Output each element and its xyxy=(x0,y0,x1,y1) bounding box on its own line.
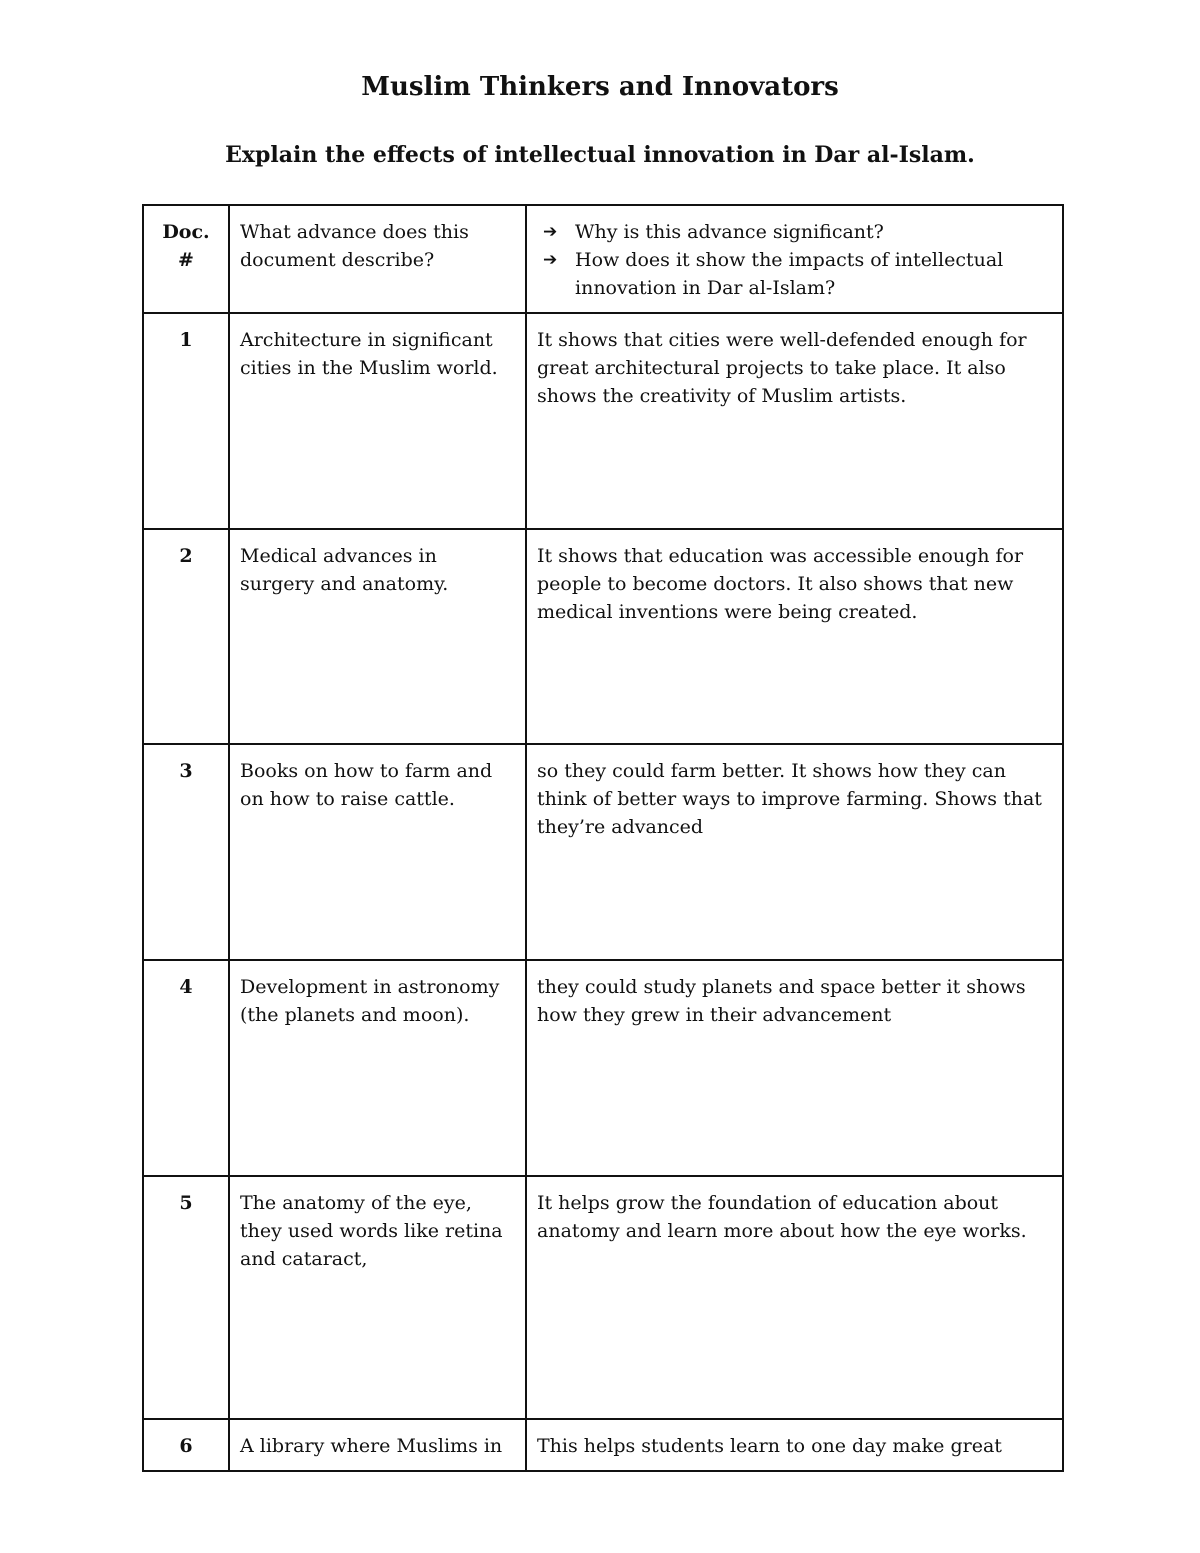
worksheet-table xyxy=(142,204,1064,1472)
prompt-item xyxy=(543,218,1052,246)
page-subtitle: Explain the effects of intellectual innovation in Dar al-Islam. xyxy=(225,142,975,168)
doc-number: 1 xyxy=(143,313,229,529)
significance-answer[interactable]: they could study planets and space better it shows how they grew in their advancement xyxy=(526,960,1063,1176)
advance-answer[interactable]: Books on how to farm and on how to raise cattle. xyxy=(229,744,526,960)
prompt-text: Why is this advance significant? xyxy=(575,221,884,243)
advance-answer[interactable]: Architecture in significant cities in the Muslim world. xyxy=(229,313,526,529)
header-significance xyxy=(526,205,1063,313)
doc-number: 4 xyxy=(143,960,229,1176)
advance-answer[interactable]: Development in astronomy (the planets and moon). xyxy=(229,960,526,1176)
table-row xyxy=(143,1419,1063,1471)
prompt-text: How does it show the impacts of intellectual innovation in Dar al-Islam? xyxy=(575,249,1004,299)
prompt-list xyxy=(537,218,1052,302)
advance-answer[interactable]: Medical advances in surgery and anatomy. xyxy=(229,529,526,744)
doc-number: 2 xyxy=(143,529,229,744)
significance-answer[interactable]: This helps students learn to one day make great xyxy=(526,1419,1063,1471)
arrow-right-icon: ➔ xyxy=(543,250,558,270)
table-header-row xyxy=(143,205,1063,313)
table-row xyxy=(143,529,1063,744)
arrow-right-icon: ➔ xyxy=(543,222,558,242)
page-title: Muslim Thinkers and Innovators xyxy=(361,72,839,102)
doc-number: 5 xyxy=(143,1176,229,1419)
table-row xyxy=(143,960,1063,1176)
doc-number: 3 xyxy=(143,744,229,960)
prompt-item xyxy=(543,246,1052,302)
header-doc-number: Doc. # xyxy=(143,205,229,313)
significance-answer[interactable]: It shows that education was accessible enough for people to become doctors. It also shows that new medical inventions were being created. xyxy=(526,529,1063,744)
doc-number: 6 xyxy=(143,1419,229,1471)
significance-answer[interactable]: It shows that cities were well-defended enough for great architectural projects to take place. It also shows the creativity of Muslim artists. xyxy=(526,313,1063,529)
advance-answer[interactable]: A library where Muslims in xyxy=(229,1419,526,1471)
advance-answer[interactable]: The anatomy of the eye, they used words like retina and cataract, xyxy=(229,1176,526,1419)
table-row xyxy=(143,1176,1063,1419)
significance-answer[interactable]: so they could farm better. It shows how they can think of better ways to improve farming. Shows that they’re advanced xyxy=(526,744,1063,960)
significance-answer[interactable]: It helps grow the foundation of education about anatomy and learn more about how the eye works. xyxy=(526,1176,1063,1419)
header-advance: What advance does this document describe? xyxy=(229,205,526,313)
table-row xyxy=(143,313,1063,529)
table-row xyxy=(143,744,1063,960)
